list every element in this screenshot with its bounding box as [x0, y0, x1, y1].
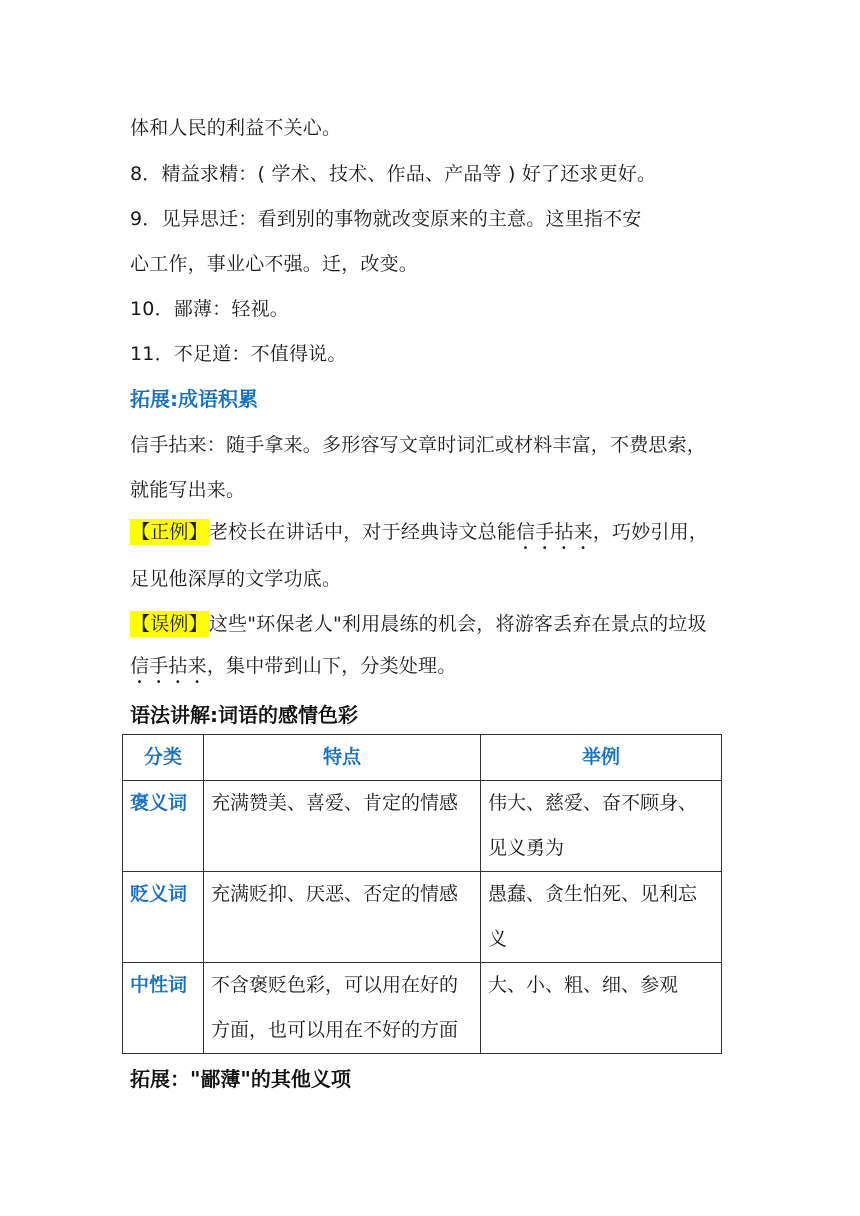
- example-text: 见义勇为: [488, 837, 565, 859]
- wrong-example-text: 这些"环保老人"利用晨练的机会，将游客丢弃在景点的垃圾: [208, 613, 707, 635]
- table-header: 分类: [123, 735, 204, 781]
- extension-heading: 拓展："鄙薄"的其他义项: [130, 1067, 351, 1091]
- category-cell: 褒义词: [123, 781, 204, 872]
- example-text: 愚蠢、贪生怕死、见利忘: [488, 883, 698, 905]
- feature-cell: 充满赞美、喜爱、肯定的情感: [204, 781, 481, 872]
- example-cell: [481, 872, 722, 963]
- correct-example-idiom: 信手拈来: [516, 521, 593, 543]
- wrong-example-cont: [130, 653, 456, 688]
- feature-text: 方面，也可以用在不好的方面: [211, 1019, 459, 1041]
- text-line: 9．见异思迁：看到别的事物就改变原来的主意。这里指不安: [130, 208, 642, 230]
- table-row: [123, 963, 722, 1054]
- feature-text: 不含褒贬色彩，可以用在好的: [211, 974, 459, 996]
- category-cell: 贬义词: [123, 872, 204, 963]
- example-text: 伟大、慈爱、奋不顾身、: [488, 792, 698, 814]
- table-row: [123, 872, 722, 963]
- text-line: 11．不足道：不值得说。: [130, 343, 347, 365]
- grammar-table: [122, 734, 722, 1054]
- example-cell: 大、小、粗、细、参观: [481, 963, 722, 1054]
- example-cell: [481, 781, 722, 872]
- text-line: 8．精益求精：( 学术、技术、作品、产品等 ) 好了还求更好。: [130, 163, 657, 185]
- feature-cell: 充满贬抑、厌恶、否定的情感: [204, 872, 481, 963]
- wrong-example-tag: 【误例】: [131, 613, 208, 635]
- text-line: 10．鄙薄：轻视。: [130, 298, 289, 320]
- correct-example-cont: 足见他深厚的文学功底。: [130, 568, 342, 590]
- correct-example-text: 老校长在讲话中，对于经典诗文总能: [208, 521, 517, 543]
- idiom-definition: 信手拈来：随手拿来。多形容写文章时词汇或材料丰富，不费思索，: [130, 434, 707, 456]
- correct-example: [130, 519, 708, 554]
- idiom-definition: 就能写出来。: [130, 479, 246, 501]
- wrong-example-text: ，集中带到山下，分类处理。: [206, 655, 457, 677]
- feature-cell: [204, 963, 481, 1054]
- grammar-heading: 语法讲解:词语的感情色彩: [130, 703, 358, 727]
- table-row: [123, 781, 722, 872]
- category-cell: 中性词: [123, 963, 204, 1054]
- table-header: 举例: [481, 735, 722, 781]
- text-line: 体和人民的利益不关心。: [130, 117, 342, 139]
- idiom-section-heading: 拓展:成语积累: [130, 387, 258, 411]
- correct-example-text: ，巧妙引用，: [592, 521, 709, 543]
- example-text: 义: [488, 928, 508, 950]
- table-header: 特点: [204, 735, 481, 781]
- text-line: 心工作，事业心不强。迁，改变。: [130, 253, 419, 275]
- table-header-row: [123, 735, 722, 781]
- wrong-example: [130, 611, 707, 637]
- wrong-example-idiom: 信手拈来: [130, 655, 207, 677]
- correct-example-tag: 【正例】: [131, 521, 208, 543]
